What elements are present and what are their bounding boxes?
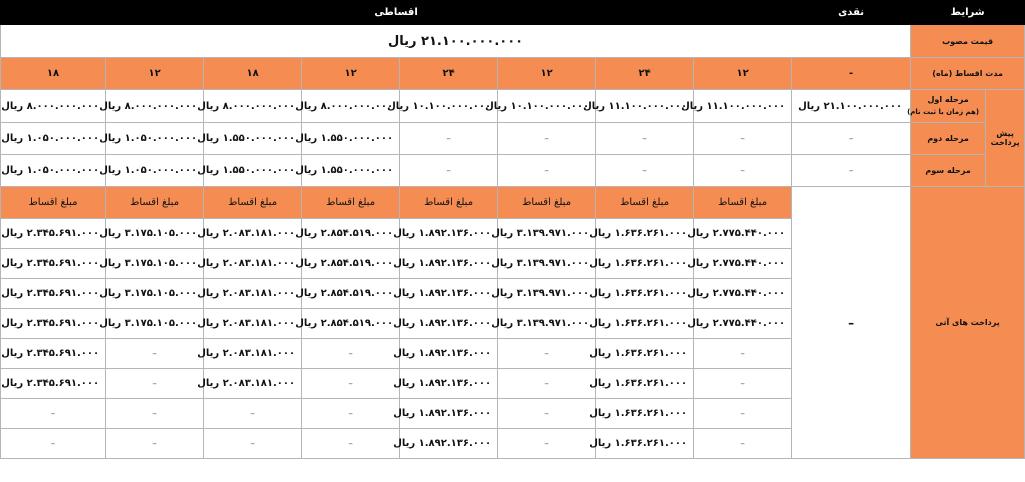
installment-cell: ۱.۶۳۶.۲۶۱.۰۰۰ ریال <box>596 399 694 429</box>
stage3-cash-value: – <box>792 155 911 187</box>
future-payments-label: پرداخت های آتی <box>911 187 1025 459</box>
installment-cell: – <box>498 339 596 369</box>
amount-header: مبلغ اقساط <box>204 187 302 219</box>
amount-header-row <box>1 187 1025 219</box>
installment-cell: ۱.۶۳۶.۲۶۱.۰۰۰ ریال <box>596 309 694 339</box>
period-cell: ۱۲ <box>302 58 400 90</box>
installment-cell: ۳.۱۷۵.۱۰۵.۰۰۰ ریال <box>106 309 204 339</box>
installment-cell: ۳.۱۳۹.۹۷۱.۰۰۰ ریال <box>498 309 596 339</box>
installment-cell: – <box>498 429 596 459</box>
installment-cell: – <box>302 429 400 459</box>
stage2-value: ۱.۰۵۰.۰۰۰.۰۰۰ ریال <box>106 123 204 155</box>
installment-cell: ۲.۳۴۵.۶۹۱.۰۰۰ ریال <box>1 309 106 339</box>
installment-cell: – <box>204 429 302 459</box>
installment-cell: – <box>106 429 204 459</box>
installment-cell: ۲.۰۸۳.۱۸۱.۰۰۰ ریال <box>204 219 302 249</box>
period-cell: ۱۲ <box>106 58 204 90</box>
stage1-value: ۱۰.۱۰۰.۰۰۰.۰۰۰ ریال <box>400 90 498 123</box>
stage2-value: ۱.۵۵۰.۰۰۰.۰۰۰ ریال <box>302 123 400 155</box>
prepayment-stage1-row <box>1 90 1025 123</box>
stage1-cash-value: ۲۱.۱۰۰.۰۰۰.۰۰۰ ریال <box>792 90 911 123</box>
installment-cell: – <box>106 369 204 399</box>
installment-cell: ۱.۶۳۶.۲۶۱.۰۰۰ ریال <box>596 249 694 279</box>
stage2-value: – <box>596 123 694 155</box>
stage2-value: ۱.۵۵۰.۰۰۰.۰۰۰ ریال <box>204 123 302 155</box>
installment-cell: – <box>498 369 596 399</box>
period-cell: ۲۴ <box>400 58 498 90</box>
approved-price-value: ۲۱.۱۰۰.۰۰۰.۰۰۰ ریال <box>1 25 911 58</box>
installment-cell: – <box>204 399 302 429</box>
installment-cell: ۲.۳۴۵.۶۹۱.۰۰۰ ریال <box>1 369 106 399</box>
period-cell: ۲۴ <box>596 58 694 90</box>
period-cell: ۱۸ <box>1 58 106 90</box>
stage3-value: – <box>596 155 694 187</box>
stage2-value: – <box>400 123 498 155</box>
conditions-header: شرایط <box>911 1 1025 25</box>
approved-price-row <box>1 25 1025 58</box>
cash-header: نقدی <box>792 1 911 25</box>
installment-cell: ۱.۸۹۲.۱۳۶.۰۰۰ ریال <box>400 309 498 339</box>
future-payments-cash-value: – <box>792 187 911 459</box>
stage1-value: ۱۱.۱۰۰.۰۰۰.۰۰۰ ریال <box>694 90 792 123</box>
installment-period-row <box>1 58 1025 90</box>
installment-cell: ۲.۷۷۵.۴۴۰.۰۰۰ ریال <box>694 309 792 339</box>
installment-period-label: مدت اقساط (ماه) <box>911 58 1025 90</box>
prepayment-stage2-row <box>1 123 1025 155</box>
installment-cell: ۲.۰۸۳.۱۸۱.۰۰۰ ریال <box>204 279 302 309</box>
installment-cell: ۲.۰۸۳.۱۸۱.۰۰۰ ریال <box>204 369 302 399</box>
period-cell: ۱۸ <box>204 58 302 90</box>
period-cell: ۱۲ <box>498 58 596 90</box>
period-cell: ۱۲ <box>694 58 792 90</box>
prepayment-stage3-row <box>1 155 1025 187</box>
amount-header: مبلغ اقساط <box>596 187 694 219</box>
installment-cell: ۳.۱۳۹.۹۷۱.۰۰۰ ریال <box>498 249 596 279</box>
stage1-value: ۸.۰۰۰.۰۰۰.۰۰۰ ریال <box>204 90 302 123</box>
installment-header: اقساطی <box>1 1 792 25</box>
stage3-label: مرحله سوم <box>911 155 986 187</box>
amount-header: مبلغ اقساط <box>400 187 498 219</box>
installment-cell: – <box>302 339 400 369</box>
approved-price-label: قیمت مصوب <box>911 25 1025 58</box>
stage2-value: ۱.۰۵۰.۰۰۰.۰۰۰ ریال <box>1 123 106 155</box>
stage3-value: ۱.۰۵۰.۰۰۰.۰۰۰ ریال <box>1 155 106 187</box>
installment-cell: – <box>694 399 792 429</box>
stage2-value: – <box>498 123 596 155</box>
installment-cell: ۲.۳۴۵.۶۹۱.۰۰۰ ریال <box>1 279 106 309</box>
amount-header: مبلغ اقساط <box>106 187 204 219</box>
installment-cell: ۱.۸۹۲.۱۳۶.۰۰۰ ریال <box>400 369 498 399</box>
stage1-value: ۸.۰۰۰.۰۰۰.۰۰۰ ریال <box>106 90 204 123</box>
installment-cell: ۳.۱۷۵.۱۰۵.۰۰۰ ریال <box>106 219 204 249</box>
stage3-value: – <box>694 155 792 187</box>
stage3-value: – <box>400 155 498 187</box>
installment-cell: ۲.۷۷۵.۴۴۰.۰۰۰ ریال <box>694 219 792 249</box>
installment-cell: ۳.۱۷۵.۱۰۵.۰۰۰ ریال <box>106 249 204 279</box>
installment-cell: – <box>694 429 792 459</box>
installment-cell: ۳.۱۷۵.۱۰۵.۰۰۰ ریال <box>106 279 204 309</box>
installment-cell: ۳.۱۳۹.۹۷۱.۰۰۰ ریال <box>498 279 596 309</box>
header-row <box>1 1 1025 25</box>
amount-header: مبلغ اقساط <box>302 187 400 219</box>
installment-cell: ۱.۶۳۶.۲۶۱.۰۰۰ ریال <box>596 339 694 369</box>
installment-cell: ۲.۷۷۵.۴۴۰.۰۰۰ ریال <box>694 249 792 279</box>
stage1-value: ۱۱.۱۰۰.۰۰۰.۰۰۰ ریال <box>596 90 694 123</box>
installment-cell: ۲.۰۸۳.۱۸۱.۰۰۰ ریال <box>204 309 302 339</box>
installment-cell: – <box>694 339 792 369</box>
installment-cell: ۲.۳۴۵.۶۹۱.۰۰۰ ریال <box>1 249 106 279</box>
installment-cell: ۲.۸۵۴.۵۱۹.۰۰۰ ریال <box>302 309 400 339</box>
installment-cell: ۱.۶۳۶.۲۶۱.۰۰۰ ریال <box>596 219 694 249</box>
installment-cell: ۱.۸۹۲.۱۳۶.۰۰۰ ریال <box>400 399 498 429</box>
installment-cell: – <box>106 339 204 369</box>
stage2-cash-value: – <box>792 123 911 155</box>
installment-cell: ۲.۷۷۵.۴۴۰.۰۰۰ ریال <box>694 279 792 309</box>
stage1-value: ۸.۰۰۰.۰۰۰.۰۰۰ ریال <box>1 90 106 123</box>
amount-header: مبلغ اقساط <box>498 187 596 219</box>
installment-cell: ۱.۸۹۲.۱۳۶.۰۰۰ ریال <box>400 279 498 309</box>
installment-cell: ۲.۸۵۴.۵۱۹.۰۰۰ ریال <box>302 279 400 309</box>
installment-cell: ۱.۶۳۶.۲۶۱.۰۰۰ ریال <box>596 429 694 459</box>
stage3-value: – <box>498 155 596 187</box>
installment-cell: – <box>302 369 400 399</box>
stage1-sublabel: (هم زمان با ثبت نام) <box>907 108 980 116</box>
installment-cell: ۱.۸۹۲.۱۳۶.۰۰۰ ریال <box>400 249 498 279</box>
stage1-label-cell <box>907 90 986 123</box>
installment-cell: ۳.۱۳۹.۹۷۱.۰۰۰ ریال <box>498 219 596 249</box>
installment-cell: ۱.۸۹۲.۱۳۶.۰۰۰ ریال <box>400 429 498 459</box>
installment-cell: ۱.۶۳۶.۲۶۱.۰۰۰ ریال <box>596 279 694 309</box>
stage2-value: – <box>694 123 792 155</box>
stage2-label: مرحله دوم <box>911 123 986 155</box>
stage1-value: ۸.۰۰۰.۰۰۰.۰۰۰ ریال <box>302 90 400 123</box>
installment-cell: – <box>106 399 204 429</box>
stage3-value: ۱.۰۵۰.۰۰۰.۰۰۰ ریال <box>106 155 204 187</box>
prepayment-label: پیش پرداخت <box>986 90 1025 187</box>
amount-header: مبلغ اقساط <box>694 187 792 219</box>
installment-cell: ۲.۳۴۵.۶۹۱.۰۰۰ ریال <box>1 339 106 369</box>
amount-header: مبلغ اقساط <box>1 187 106 219</box>
installment-cell: – <box>1 399 106 429</box>
installment-cell: ۲.۰۸۳.۱۸۱.۰۰۰ ریال <box>204 249 302 279</box>
stage1-value: ۱۰.۱۰۰.۰۰۰.۰۰۰ ریال <box>498 90 596 123</box>
installment-cell: ۱.۸۹۲.۱۳۶.۰۰۰ ریال <box>400 219 498 249</box>
stage3-value: ۱.۵۵۰.۰۰۰.۰۰۰ ریال <box>302 155 400 187</box>
stage1-label: مرحله اول <box>927 95 969 104</box>
installment-cell: ۲.۰۸۳.۱۸۱.۰۰۰ ریال <box>204 339 302 369</box>
installment-cell: ۲.۳۴۵.۶۹۱.۰۰۰ ریال <box>1 219 106 249</box>
installment-cell: ۲.۸۵۴.۵۱۹.۰۰۰ ریال <box>302 249 400 279</box>
installment-cell: – <box>694 369 792 399</box>
installment-cell: ۱.۶۳۶.۲۶۱.۰۰۰ ریال <box>596 369 694 399</box>
installment-cell: ۲.۸۵۴.۵۱۹.۰۰۰ ریال <box>302 219 400 249</box>
installment-cell: – <box>302 399 400 429</box>
stage3-value: ۱.۵۵۰.۰۰۰.۰۰۰ ریال <box>204 155 302 187</box>
period-cash: - <box>792 58 911 90</box>
installment-cell: – <box>1 429 106 459</box>
installment-cell: ۱.۸۹۲.۱۳۶.۰۰۰ ریال <box>400 339 498 369</box>
installment-cell: – <box>498 399 596 429</box>
